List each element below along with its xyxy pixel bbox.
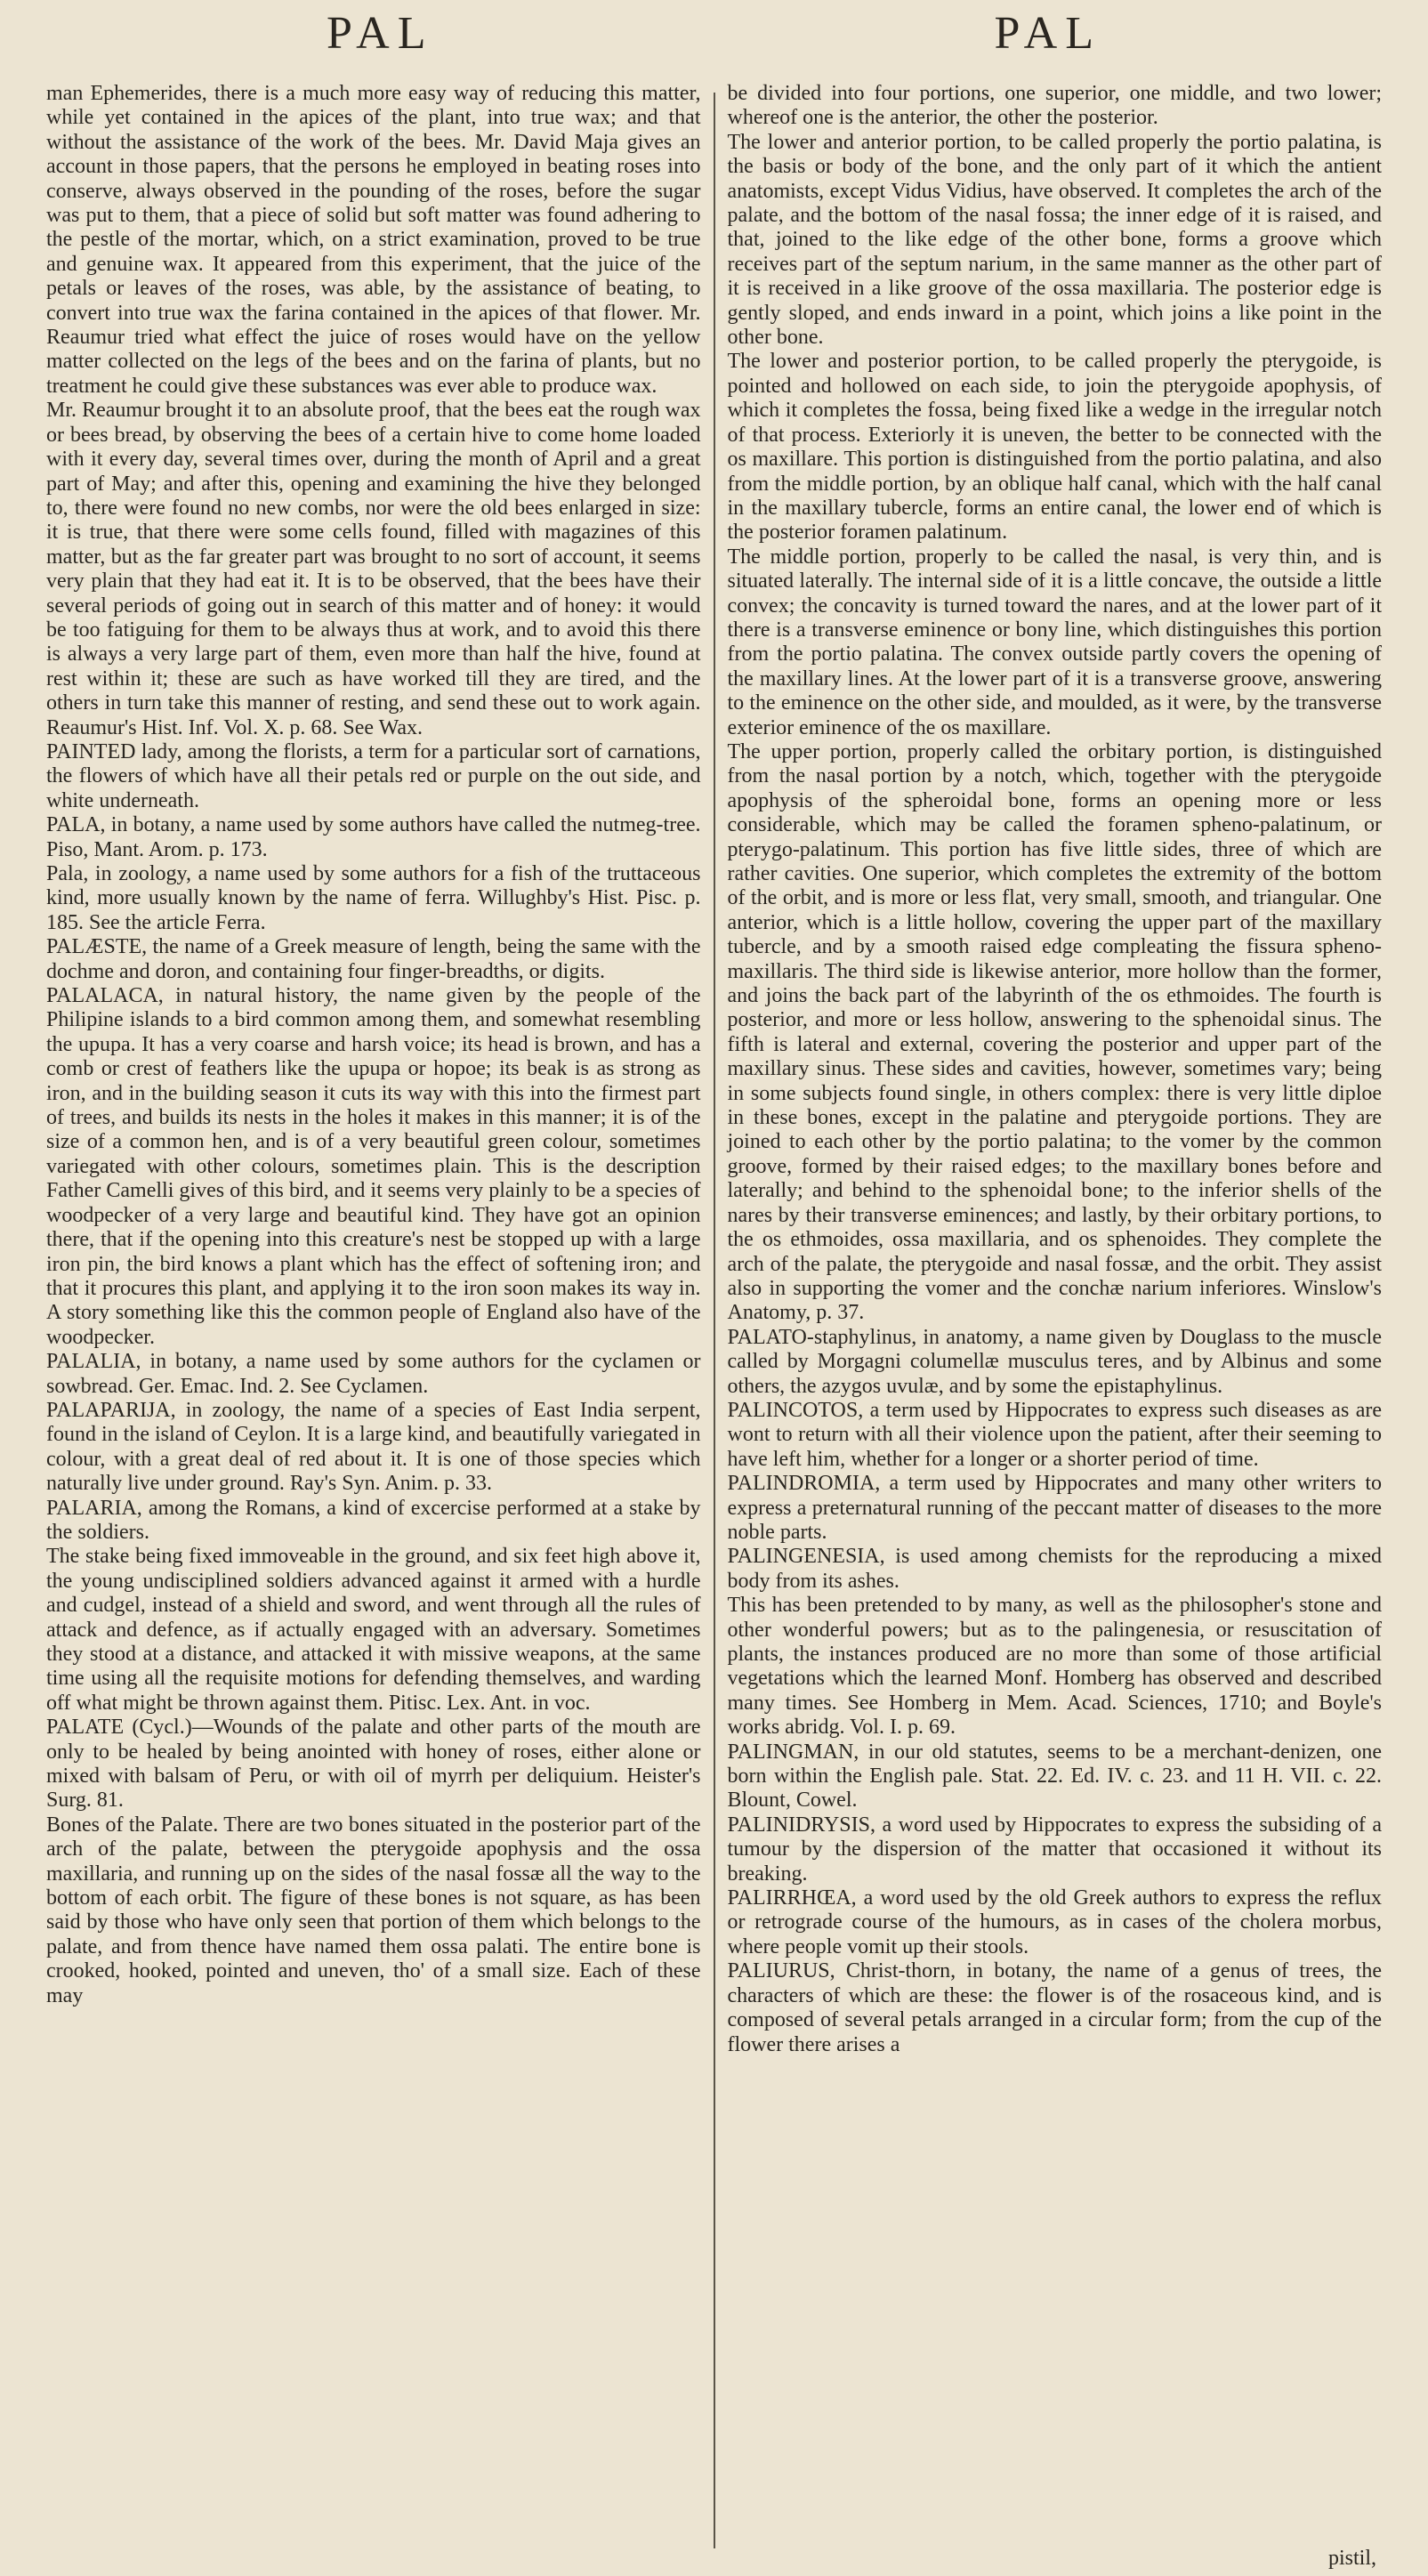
running-head-right: PAL [994,8,1101,59]
left-column [46,82,714,2564]
entry-palalaca: PALALACA, in natural history, the name given by the people of the Philipine islands to a bird common among them, and somewhat resembling the upupa. It has a very coarse and harsh voice; its head is brown, and has a comb or crest of feathers like the upupa or hopoe; its beak is as strong as iron, and in the building season it cuts its way with this into the firmest part of trees, and builds its nests in the holes it makes in this manner; it is of the size of a common hen, and is of a very beautiful green colour, sometimes variegated with other colours, sometimes plain. This is the description Father Camelli gives of this bird, and it seems very plainly to be a species of woodpecker of a very large and beautiful kind. They have got an opinion there, that if the opening into this creature's nest be stopped up with a large iron pin, the bird knows a plant which has the effect of softening iron; and that it procures this plant, and applying it to the iron soon makes its way in. A story something like this the common people of England also have of the woodpecker. [46,984,701,1349]
entry-palato-staphylinus: PALATO-staphylinus, in anatomy, a name given by Douglass to the muscle called by Morgagni columellæ musculus teres, and by Albinus and some others, the azygos uvulæ, and by some the epistaphylinus. [727,1325,1383,1398]
entry-palaria: PALARIA, among the Romans, a kind of excercise performed at a stake by the soldiers. [46,1496,701,1544]
paragraph: The lower and anterior portion, to be called properly the portio palatina, is the basis or body of the bone, and the only part of it which the antient anatomists, except Vidus Vidius, have observed. It completes the arch of the palate, and the bottom of the nasal fossa; the inner edge of it is raised, and that, joined to the like edge of the other bone, forms a groove which receives part of the septum narium, in the same manner as the other part of it is received in a like groove of the ossa maxillaria. The posterior edge is gently sloped, and ends inward in a point, which joins a like point in the other bone. [727,130,1383,350]
paragraph: The stake being fixed immoveable in the ground, and six feet high above it, the young undisciplined soldiers advanced against it armed with a hurdle and cudgel, instead of a shield and sword, and went through all the rules of attack and defence, as if actually engaged with an adversary. Sometimes they stood at a distance, and attacked it with missive weapons, at the same time using all the requisite motions for defending themselves, and warding off what might be thrown against them. Pitisc. Lex. Ant. in voc. [46,1545,701,1715]
entry-palirrhoea: PALIRRHŒA, a word used by the old Greek authors to express the reflux or retrograde course of the humours, as in cases of the cholera morbus, where people vomit up their stools. [727,1886,1383,1958]
right-column [715,82,1383,2564]
running-head-left: PAL [327,8,434,59]
entry-palaeste: PALÆSTE, the name of a Greek measure of length, being the same with the dochme and doron, and containing four finger-breadths, or digits. [46,935,701,983]
entry-palate: PALATE (Cycl.)—Wounds of the palate and other parts of the mouth are only to be healed by being anointed with honey of roses, either alone or mixed with balsam of Peru, or with oil of myrrh per deliquium. Heister's Surg. 81. [46,1716,701,1813]
entry-palingman: PALINGMAN, in our old statutes, seems to be a merchant-denizen, one born within the English pale. Stat. 22. Ed. IV. c. 23. and 11 H. VII. c. 22. Blount, Cowel. [727,1740,1383,1813]
paragraph: The lower and posterior portion, to be called properly the pterygoide, is pointed and hollowed on each side, to join the pterygoide apophysis, of which it completes the fossa, being fixed like a wedge in the irregular notch of that process. Exteriorly it is uneven, the better to be connected with the os maxillare. This portion is distinguished from the portio palatina, and also from the middle portion, by an oblique half canal, which with the half canal in the maxillary tubercle, forms an entire canal, the lower end of which is the posterior foramen palatinum. [727,350,1383,545]
paragraph: be divided into four portions, one superior, one middle, and two lower; whereof one is the anterior, the other the posterior. [727,82,1383,130]
entry-palaparija: PALAPARIJA, in zoology, the name of a species of East India serpent, found in the island of Ceylon. It is a large kind, and beautifully variegated in colour, with a great deal of red about it. It is one of those species which naturally live under ground. Ray's Syn. Anim. p. 33. [46,1398,701,1496]
paragraph: The upper portion, properly called the orbitary portion, is distinguished from the nasal portion by a notch, which, together with the pterygoide apophysis of the spheroidal bone, forms an opening more or less considerable, which may be called the foramen spheno-palatinum, or pterygo-palatinum. This portion has five little sides, three of which are rather cavities. One superior, which completes the extremity of the bottom of the orbit, and is more or less flat, very small, smooth, and triangular. One anterior, which is a little hollow, covering the upper part of the maxillary tubercle, and by a smooth raised edge compleating the fissura spheno-maxillaris. The third side is likewise anterior, more hollow than the former, and joins the back part of the labyrinth of the os ethmoides. The fourth is posterior, and more or less hollow, answering to the sphenoidal sinus. The fifth is lateral and external, covering the posterior and upper part of the maxillary sinus. These sides and cavities, however, sometimes vary; being in some subjects found single, in others complex: there is very little diploe in these bones, except in the palatine and pterygoide portions. They are joined to each other by the portio palatina; to the vomer by the common groove, formed by their raised edges; to the maxillary bones before and laterally; and behind to the sphenoidal bone; to the inferior shells of the nares by their transverse eminences; and lastly, by their orbitary portions, to the os ethmoides, ossa maxillaria, and os sphenoides. They complete the arch of the palate, the pterygoide and nasal fossæ, and the orbit. They assist also in supporting the vomer and the conchæ narium inferiores. Winslow's Anatomy, p. 37. [727,739,1383,1325]
paragraph: This has been pretended to by many, as well as the philosopher's stone and other wonderful powers; but as to the palingenesia, or resuscitation of plants, the instances produced are no more than some of those artificial vegetations which the learned Monf. Homberg has observed and described many times. See Homberg in Mem. Acad. Sciences, 1710; and Boyle's works abridg. Vol. I. p. 69. [727,1594,1383,1740]
running-head [46,0,1382,82]
entry-bones-of-palate: Bones of the Palate. There are two bones situated in the posterior part of the arch of the palate, between the pterygoide apophysis and the ossa maxillaria, and running up on the sides of the nasal fossæ all the way to the bottom of each orbit. The figure of these bones is not square, as has been said by those who have only seen that portion of them which belongs to the palate, and from thence have named them ossa palati. The entire bone is crooked, hooked, pointed and uneven, tho' of a small size. Each of these may [46,1813,701,2007]
entry-pala-botany: PALA, in botany, a name used by some authors have called the nutmeg-tree. Piso, Mant. Arom. p. 173. [46,813,701,861]
entry-pala-zoology: Pala, in zoology, a name used by some authors for a fish of the truttaceous kind, more usually known by the name of ferra. Willughby's Hist. Pisc. p. 185. See the article Ferra. [46,862,701,934]
entry-palindromia: PALINDROMIA, a term used by Hippocrates and many other writers to express a preternatural running of the peccant matter of diseases to the more noble parts. [727,1472,1383,1544]
paragraph: The middle portion, properly to be called the nasal, is very thin, and is situated laterally. The internal side of it is a little concave, the outside a little convex; the concavity is turned toward the nares, and at the lower part of it there is a transverse eminence or bony line, which distinguishes this portion from the portio palatina. The convex outside partly covers the opening of the maxillary lines. At the lower part of it is a transverse groove, answering to the eminence on the other side, and moulded, as it were, by the transverse exterior eminence of the os maxillare. [727,545,1383,739]
entry-palalia: PALALIA, in botany, a name used by some authors for the cyclamen or sowbread. Ger. Emac. Ind. 2. See Cyclamen. [46,1350,701,1398]
text-columns [46,82,1382,2564]
entry-painted: PAINTED lady, among the florists, a term for a particular sort of carnations, the flowers of which have all their petals red or purple on the out side, and white underneath. [46,739,701,812]
paragraph: man Ephemerides, there is a much more easy way of reducing this matter, while yet contained in the apices of the plant, into true wax; and that without the assistance of the work of the bees. Mr. David Maja gives an account in those papers, that the persons he employed in beating roses into conserve, always observed in the pounding of the roses, before the sugar was put to them, that a piece of solid but soft matter was found adhering to the pestle of the mortar, which, on a strict examination, proved to be true and genuine wax. It appeared from this experiment, that the juice of the petals or leaves of the roses, was able, by the assistance of beating, to convert into true wax the farina contained in the apices of that flower. Mr. Reaumur tried what effect the juice of roses would have on the yellow matter collected on the legs of the bees and on the farina of plants, but no treatment he could give these substances was ever able to produce wax. [46,82,701,398]
entry-palinidrysis: PALINIDRYSIS, a word used by Hippocrates to express the subsiding of a tumour by the dispersion of the matter that occasioned it without its breaking. [727,1813,1383,1886]
paragraph: Mr. Reaumur brought it to an absolute proof, that the bees eat the rough wax or bees bread, by observing the bees of a certain hive to come home loaded with it every day, several times over, during the month of April and a great part of May; and after this, opening and examining the hive they belonged to, there were found no new combs, nor were the old bees enlarged in size: it is true, that there were some cells found, filled with magazines of this matter, but as the far greater part was brought to no sort of account, it seems very plain that they had eat it. It is to be observed, that the bees have their several periods of going out in search of this matter and of honey: it would be too fatiguing for them to be always thus at work, and to avoid this there is always a very large part of them, even more than half the hive, found at rest within it; these are such as have worked till they are tired, and the others in turn take this manner of resting, and send these out to work again. Reaumur's Hist. Inf. Vol. X. p. 68. See Wax. [46,399,701,739]
entry-palingenesia: PALINGENESIA, is used among chemists for the reproducing a mixed body from its ashes. [727,1545,1383,1593]
catchword: pistil, [1327,2547,1376,2570]
entry-palincotos: PALINCOTOS, a term used by Hippocrates to express such diseases as are wont to return with all their violence upon the patient, after their seeming to have left him, whether for a longer or a shorter period of time. [727,1398,1383,1471]
entry-paliurus: PALIURUS, Christ-thorn, in botany, the name of a genus of trees, the characters of which are these: the flower is of the rosaceous kind, and is composed of several petals arranged in a circular form; from the cup of the flower there arises a [727,1959,1383,2056]
